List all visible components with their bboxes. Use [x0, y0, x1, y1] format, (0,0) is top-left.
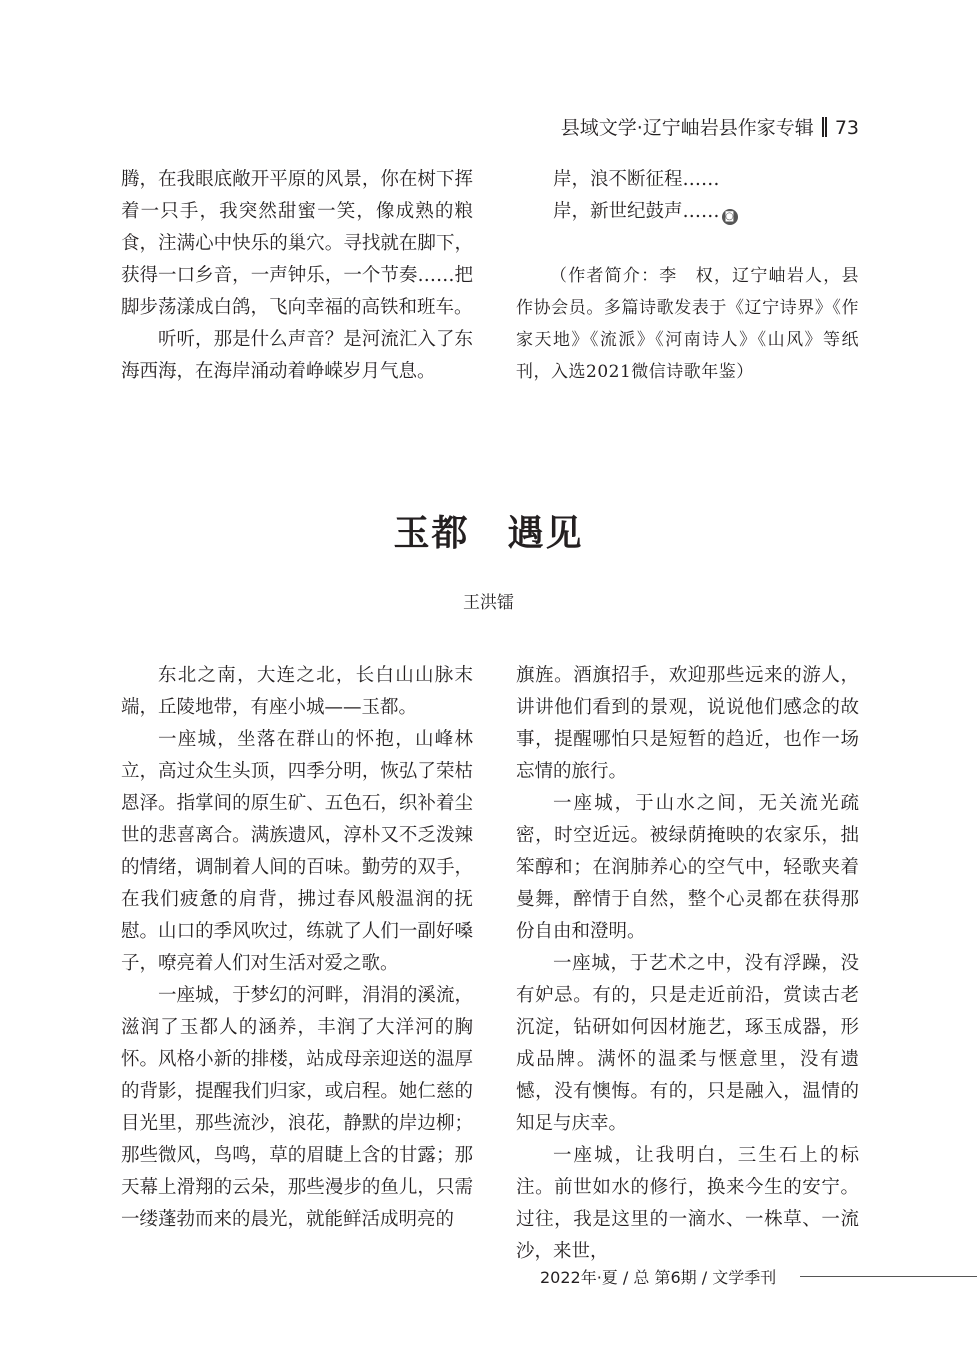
page-footer: 2022年·夏 / 总 第6期 / 文学季刊: [540, 1268, 777, 1287]
paragraph: 一座城，于梦幻的河畔，涓涓的溪流，滋润了玉都人的涵养，丰润了大洋河的胸怀。风格小新的排楼，站成母亲迎送的温厚的背影，提醒我们归家，或启程。她仁慈的目光里，那些流沙，浪花，静默的岸边柳；那些微风，鸟鸣，草的眉睫上含的甘露；那天幕上滑翔的云朵，那些漫步的鱼儿，只需一缕蓬勃而来的晨光，就能鲜活成明亮的: [121, 985, 473, 1230]
paragraph: 腾，在我眼底敞开平原的风景，你在树下挥着一只手，我突然甜蜜一笑，像成熟的粮食，注满心中快乐的巢穴。寻找就在脚下，获得一口乡音，一声钟乐，一个节奏……把脚步荡漾成白鸽，飞向幸福的高铁和班车。: [121, 169, 473, 318]
paragraph: 一座城，于山水之间，无关流光疏密，时空近远。被绿荫掩映的农家乐，拙笨醇和；在润肺养心的空气中，轻歌夹着曼舞，醉情于自然，整个心灵都在获得那份自由和澄明。: [516, 793, 859, 942]
paragraph: 一座城，坐落在群山的怀抱，山峰林立，高过众生头顶，四季分明，恢弘了荣枯恩泽。指掌间的原生矿、五色石，织补着尘世的悲喜离合。满族遗风，淳朴又不乏泼辣的情绪，调制着人间的百味。勤劳的双手，在我们疲惫的肩背，拂过春风般温润的抚慰。山口的季风吹过，练就了人们一副好嗓子，嘹亮着人们对生活对爱之歌。: [121, 729, 473, 974]
header-section: 县域文学·辽宁岫岩县作家专辑: [560, 117, 814, 139]
top-left-column: [121, 164, 473, 388]
poem-line: 岸，浪不断征程……: [553, 169, 720, 190]
article-right-column: [516, 660, 859, 1268]
footer-rule: [800, 1276, 977, 1277]
paragraph: 东北之南，大连之北，长白山山脉末端，丘陵地带，有座小城——玉都。: [121, 665, 473, 718]
page-number: 73: [834, 117, 859, 139]
article-left-column: [121, 660, 473, 1236]
author-bio: （作者简介：李 权，辽宁岫岩人，县作协会员。多篇诗歌发表于《辽宁诗界》《作家天地》《流派》《河南诗人》《山风》等纸刊，入选2021微信诗歌年鉴）: [516, 266, 859, 382]
paragraph: 一座城，于艺术之中，没有浮躁，没有妒忌。有的，只是走近前沿，赏读古老沉淀，钻研如何因材施艺，琢玉成器，形成品牌。满怀的温柔与惬意里，没有遗憾，没有懊悔。有的，只是融入，温情的知足与庆幸。: [516, 953, 859, 1134]
article-title: 玉都 遇见: [393, 512, 584, 554]
poem-line: 岸，新世纪鼓声…… ◙: [516, 196, 859, 228]
end-mark-icon: ◙: [722, 209, 738, 225]
article-author: 王洪镭: [463, 593, 514, 613]
paragraph: 一座城，让我明白，三生石上的标注。前世如水的修行，换来今生的安宁。过往，我是这里的一滴水、一株草、一流沙，来世，: [516, 1145, 859, 1262]
paragraph: 旗旌。酒旗招手，欢迎那些远来的游人，讲讲他们看到的景观，说说他们感念的故事，提醒哪怕只是短暂的趋近，也作一场忘情的旅行。: [516, 665, 859, 782]
top-right-column: [516, 164, 859, 388]
paragraph: 听听，那是什么声音？是河流汇入了东海西海，在海岸涌动着峥嵘岁月气息。: [121, 329, 473, 382]
running-header: [561, 113, 859, 140]
header-separator: [822, 117, 827, 137]
